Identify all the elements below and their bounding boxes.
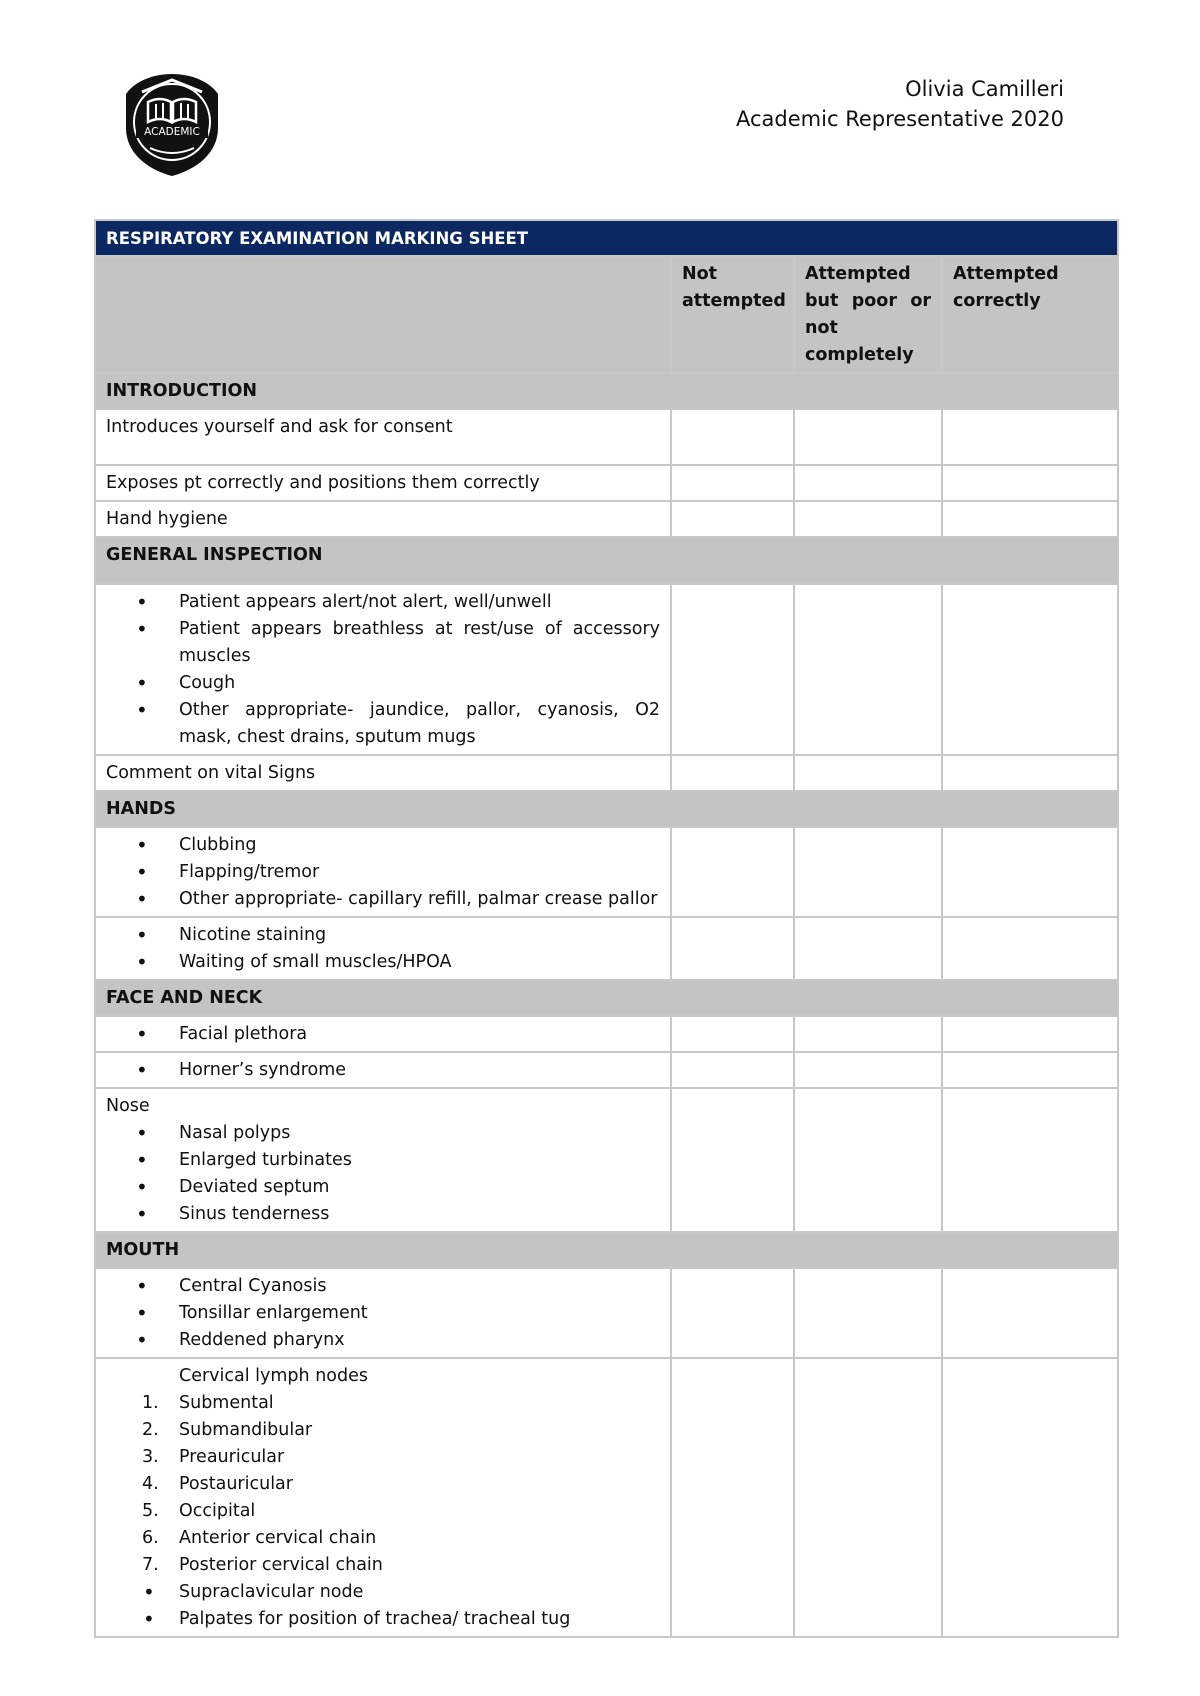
table-row bbox=[95, 755, 1118, 791]
list-item: • Facial plethora bbox=[106, 1021, 660, 1048]
list-item: • Nicotine staining bbox=[106, 922, 660, 949]
mark-cell[interactable] bbox=[794, 827, 942, 917]
table-row bbox=[95, 917, 1118, 980]
list-item: • Other appropriate- jaundice, pallor, cyanosis, O2 mask, chest drains, sputum mugs bbox=[106, 697, 660, 751]
list-item: • Tonsillar enlargement bbox=[106, 1300, 660, 1327]
criterion-cell: Exposes pt correctly and positions them correctly bbox=[95, 465, 671, 501]
table-row bbox=[95, 1016, 1118, 1052]
sheet-title: RESPIRATORY EXAMINATION MARKING SHEET bbox=[95, 220, 1118, 256]
list-item: • Clubbing bbox=[106, 832, 660, 859]
section-heading: MOUTH bbox=[95, 1232, 1118, 1268]
list-item: • Horner’s syndrome bbox=[106, 1057, 660, 1084]
list-item: Postauricular bbox=[179, 1474, 293, 1494]
table-row bbox=[95, 584, 1118, 755]
mark-cell[interactable] bbox=[794, 501, 942, 537]
mark-cell[interactable] bbox=[942, 584, 1118, 755]
criterion-cell: Introduces yourself and ask for consent bbox=[95, 409, 671, 465]
mark-cell[interactable] bbox=[942, 501, 1118, 537]
col-not-attempted: Not attempted bbox=[671, 256, 794, 373]
academic-logo bbox=[122, 72, 222, 178]
mark-cell[interactable] bbox=[942, 1016, 1118, 1052]
criterion-cell: Comment on vital Signs bbox=[95, 755, 671, 791]
section-mouth bbox=[95, 1232, 1118, 1268]
list-item: • Flapping/tremor bbox=[106, 859, 660, 886]
mark-cell[interactable] bbox=[794, 755, 942, 791]
list-item: Preauricular bbox=[179, 1447, 285, 1467]
author-name: Olivia Camilleri bbox=[905, 77, 1064, 101]
column-header-row bbox=[95, 256, 1118, 373]
mark-cell[interactable] bbox=[671, 1052, 794, 1088]
mark-cell[interactable] bbox=[671, 827, 794, 917]
mark-cell[interactable] bbox=[671, 584, 794, 755]
criterion-cell bbox=[95, 584, 671, 755]
mark-cell[interactable] bbox=[671, 1016, 794, 1052]
list-item: Occipital bbox=[179, 1501, 256, 1521]
mark-cell[interactable] bbox=[794, 1088, 942, 1232]
mark-cell[interactable] bbox=[942, 1052, 1118, 1088]
mark-cell[interactable] bbox=[671, 1358, 794, 1637]
section-heading: HANDS bbox=[95, 791, 1118, 827]
mark-cell[interactable] bbox=[942, 409, 1118, 465]
numbered-list bbox=[106, 1390, 660, 1633]
mark-cell[interactable] bbox=[942, 1088, 1118, 1232]
mark-cell[interactable] bbox=[671, 1268, 794, 1358]
list-item: • Supraclavicular node bbox=[106, 1579, 660, 1606]
mark-cell[interactable] bbox=[794, 917, 942, 980]
list-item: • Palpates for position of trachea/ tracheal tug bbox=[106, 1606, 660, 1633]
list-item: • Enlarged turbinates bbox=[106, 1147, 660, 1174]
mark-cell[interactable] bbox=[671, 1088, 794, 1232]
criterion-cell bbox=[95, 1358, 671, 1637]
list-item: • Central Cyanosis bbox=[106, 1273, 660, 1300]
list-item: • Reddened pharynx bbox=[106, 1327, 660, 1354]
mark-cell[interactable] bbox=[671, 755, 794, 791]
mark-cell[interactable] bbox=[942, 917, 1118, 980]
list-item: • Nasal polyps bbox=[106, 1120, 660, 1147]
mark-cell[interactable] bbox=[794, 1358, 942, 1637]
mark-cell[interactable] bbox=[942, 1358, 1118, 1637]
mark-cell[interactable] bbox=[794, 1016, 942, 1052]
list-item: Submental bbox=[179, 1393, 274, 1413]
mark-cell[interactable] bbox=[671, 409, 794, 465]
table-row bbox=[95, 1088, 1118, 1232]
list-item: • Deviated septum bbox=[106, 1174, 660, 1201]
section-heading: GENERAL INSPECTION bbox=[95, 537, 1118, 584]
section-heading: FACE AND NECK bbox=[95, 980, 1118, 1016]
list-item: Posterior cervical chain bbox=[179, 1555, 383, 1575]
table-row bbox=[95, 1358, 1118, 1637]
mark-cell[interactable] bbox=[942, 465, 1118, 501]
mark-cell[interactable] bbox=[942, 827, 1118, 917]
author-block bbox=[736, 74, 1064, 134]
nose-label: Nose bbox=[106, 1096, 150, 1116]
mark-cell[interactable] bbox=[942, 1268, 1118, 1358]
mark-cell[interactable] bbox=[671, 465, 794, 501]
logo-text: ACADEMIC bbox=[144, 126, 200, 138]
list-item: Submandibular bbox=[179, 1420, 313, 1440]
criterion-cell bbox=[95, 1088, 671, 1232]
bullet-list bbox=[106, 1057, 660, 1084]
section-hands bbox=[95, 791, 1118, 827]
criterion-cell bbox=[95, 1016, 671, 1052]
bullet-list bbox=[106, 832, 660, 913]
section-face-and-neck bbox=[95, 980, 1118, 1016]
table-row bbox=[95, 465, 1118, 501]
section-general-inspection bbox=[95, 537, 1118, 584]
col-attempted-correctly: Attempted correctly bbox=[942, 256, 1118, 373]
criterion-cell bbox=[95, 1268, 671, 1358]
mark-cell[interactable] bbox=[794, 465, 942, 501]
criterion-cell bbox=[95, 827, 671, 917]
table-row bbox=[95, 501, 1118, 537]
table-row bbox=[95, 1268, 1118, 1358]
list-item: • Other appropriate- capillary refill, palmar crease pallor bbox=[106, 886, 660, 913]
bullet-list bbox=[106, 1120, 660, 1228]
mark-cell[interactable] bbox=[794, 584, 942, 755]
blank-header-cell bbox=[95, 256, 671, 373]
mark-cell[interactable] bbox=[671, 501, 794, 537]
mark-cell[interactable] bbox=[794, 409, 942, 465]
marking-sheet-table bbox=[94, 219, 1119, 1638]
bullet-list bbox=[106, 589, 660, 751]
criterion-cell bbox=[95, 917, 671, 980]
list-item: • Waiting of small muscles/HPOA bbox=[106, 949, 660, 976]
list-item: • Sinus tenderness bbox=[106, 1201, 660, 1228]
list-item: • Cough bbox=[106, 670, 660, 697]
table-row bbox=[95, 409, 1118, 465]
section-introduction bbox=[95, 373, 1118, 409]
author-role: Academic Representative 2020 bbox=[736, 107, 1064, 131]
criterion-cell bbox=[95, 1052, 671, 1088]
list-item: • Patient appears alert/not alert, well/unwell bbox=[106, 589, 660, 616]
bullet-list bbox=[106, 1273, 660, 1354]
bullet-list bbox=[106, 1021, 660, 1048]
criterion-cell: Hand hygiene bbox=[95, 501, 671, 537]
table-row bbox=[95, 1052, 1118, 1088]
title-row bbox=[95, 220, 1118, 256]
list-item: • Patient appears breathless at rest/use of accessory muscles bbox=[106, 616, 660, 670]
table-row bbox=[95, 827, 1118, 917]
mark-cell[interactable] bbox=[671, 917, 794, 980]
mark-cell[interactable] bbox=[942, 755, 1118, 791]
list-item: Anterior cervical chain bbox=[179, 1528, 377, 1548]
section-heading: INTRODUCTION bbox=[95, 373, 1118, 409]
mark-cell[interactable] bbox=[794, 1268, 942, 1358]
bullet-list bbox=[106, 922, 660, 976]
lymph-nodes-label: Cervical lymph nodes bbox=[179, 1366, 368, 1386]
col-attempted-poor: Attempted but poor or not completely bbox=[794, 256, 942, 373]
mark-cell[interactable] bbox=[794, 1052, 942, 1088]
